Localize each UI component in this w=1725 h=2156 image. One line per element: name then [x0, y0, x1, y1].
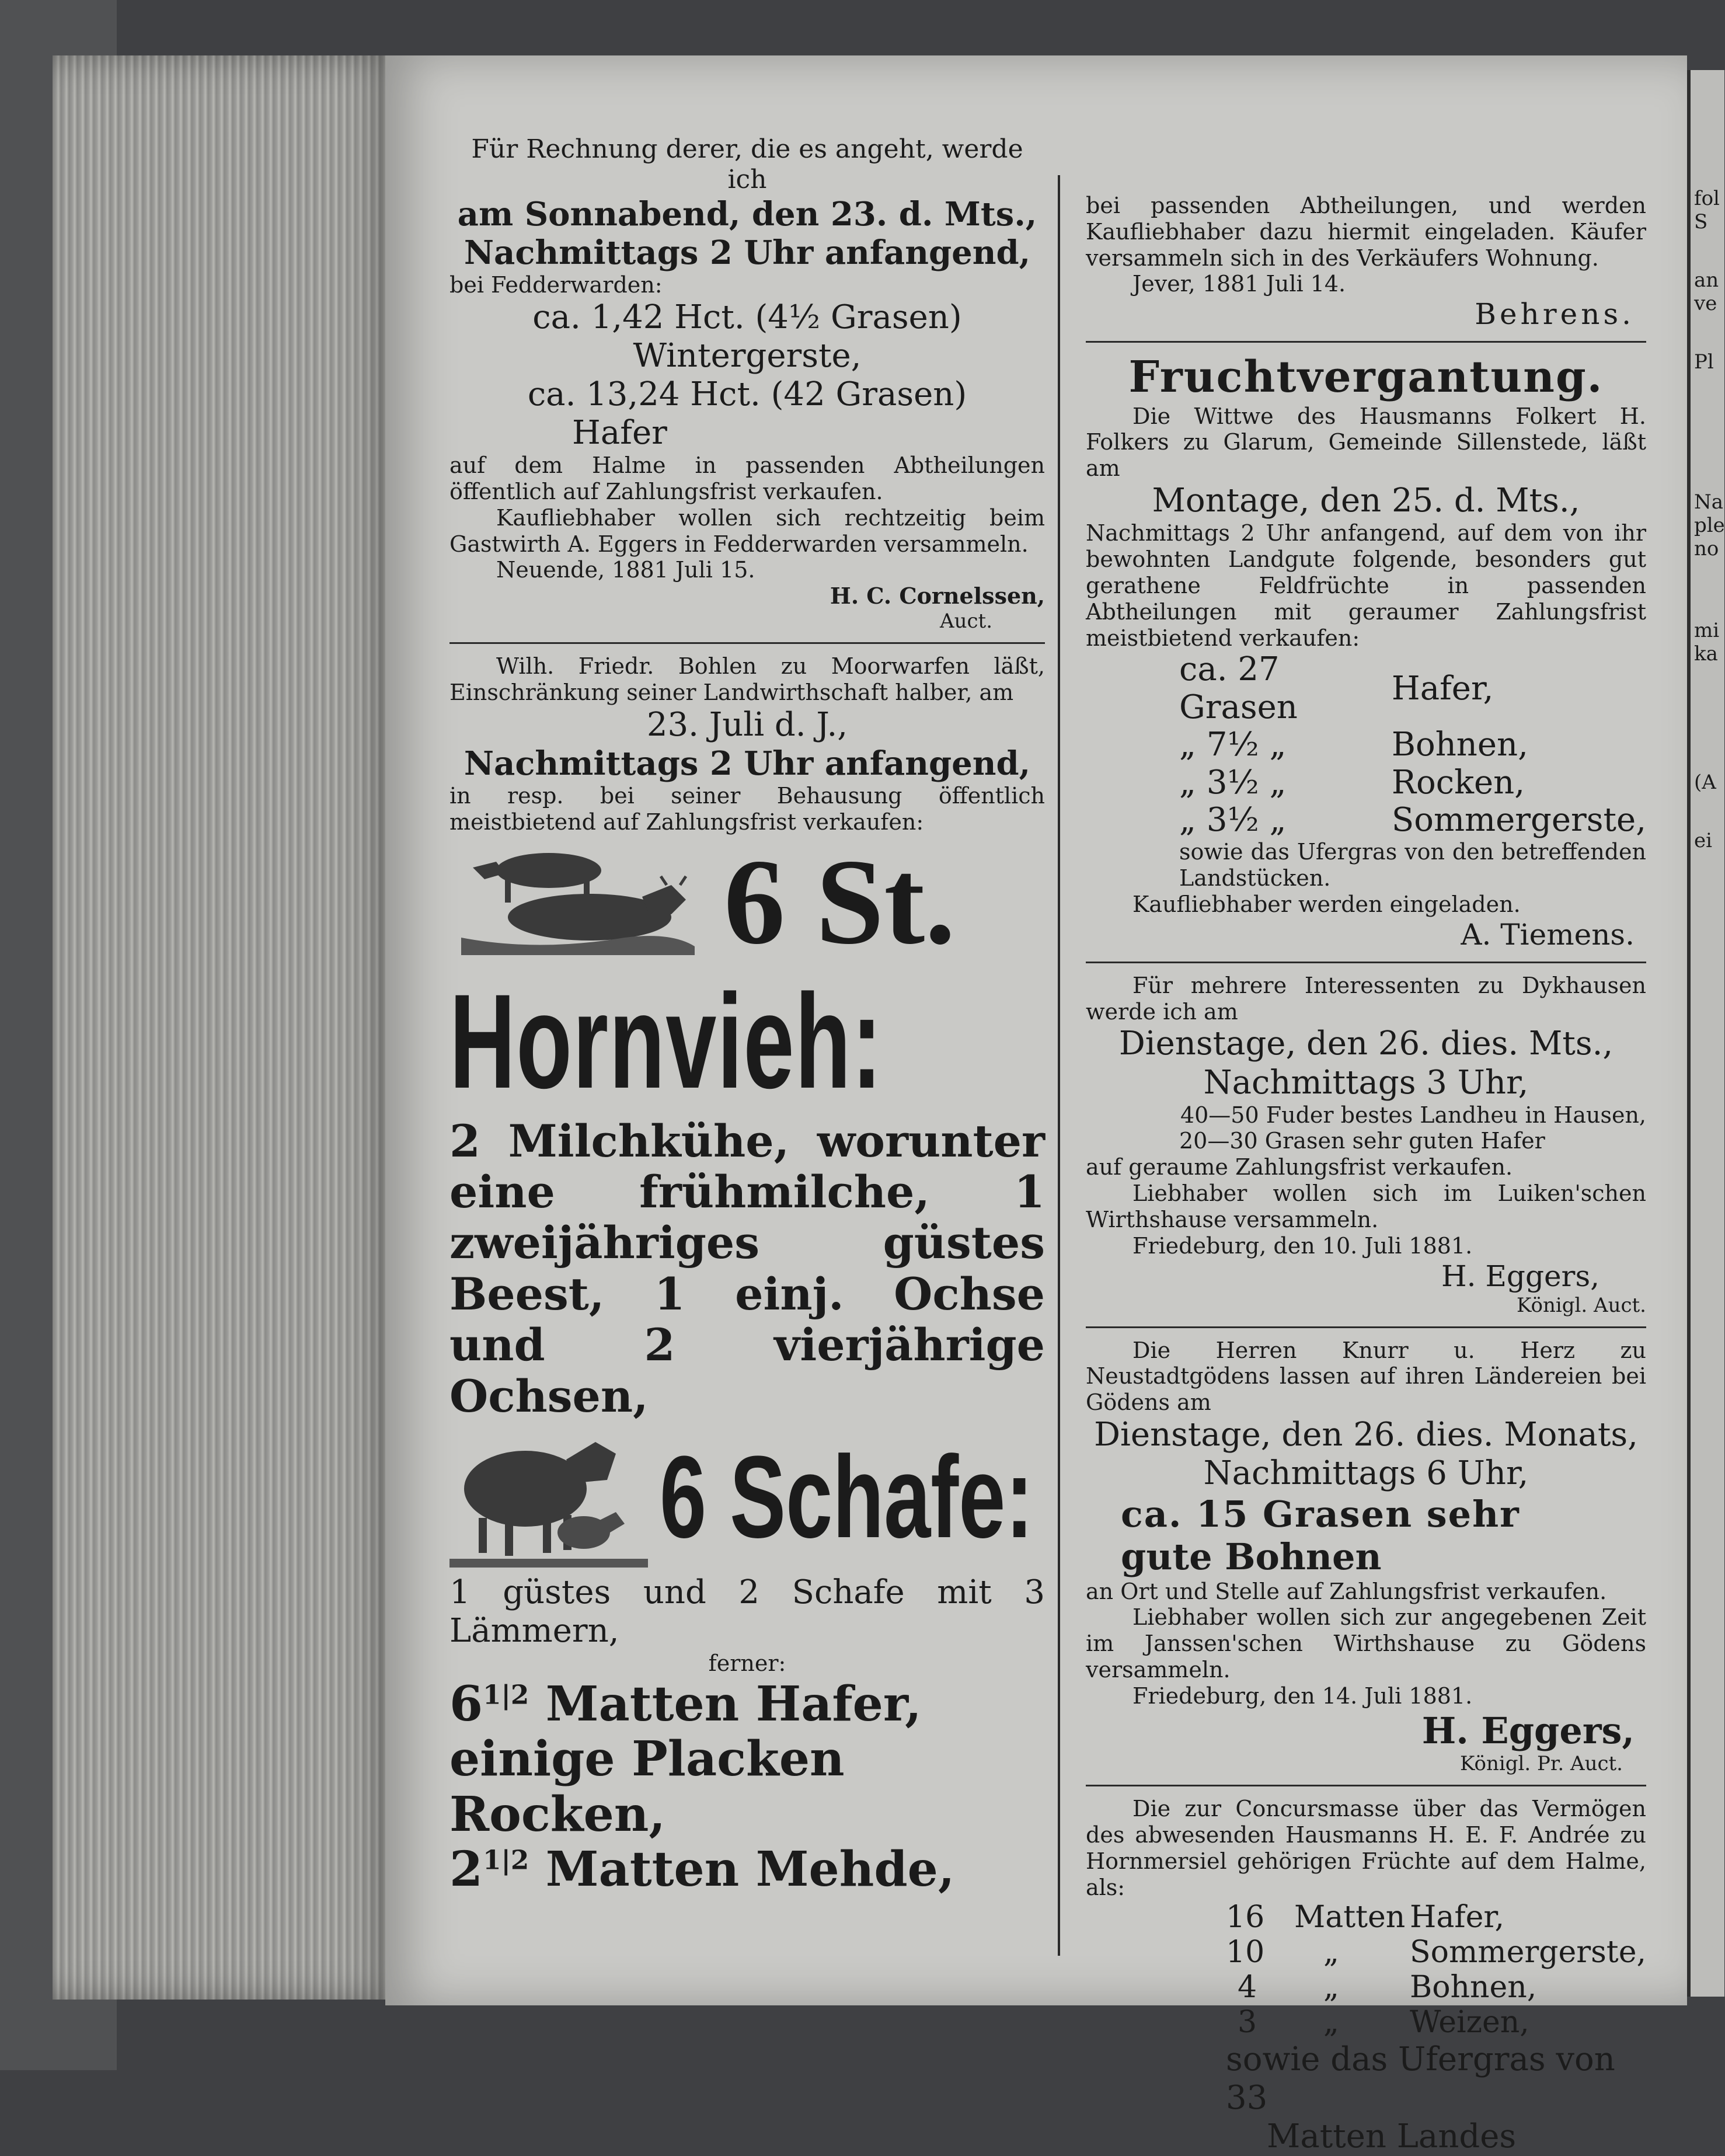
table-row [1086, 726, 1646, 764]
next-page-fragment: (A [1694, 771, 1716, 794]
next-page-fragment: ve [1694, 292, 1717, 315]
ferner-label: ferner: [708, 1650, 786, 1677]
ad-intro: Die zur Concursmasse über das Vermögen des abwesenden Hausmanns H. E. F. Andrée zu Hornmersiel gehörigen Früchte auf dem Halme, als: [1086, 1796, 1646, 1900]
crop-unit: „ [1323, 1935, 1339, 1970]
ad-concursmasse [1086, 1796, 1646, 2156]
crop-line [449, 1677, 1045, 1732]
ad-body: Nachmittags 2 Uhr anfangend, auf dem von ihr bewohnten Landgute folgende, besonders gut gerathene Feldfrüchte in passenden Abtheilungen mit geraumer Zahlungsfrist meistbietend verkaufen: [1086, 520, 1646, 651]
ad-body: bei passenden Abtheilungen, und werden Kaufliebhaber dazu hiermit eingeladen. Käufer versammeln sich in des Verkäufers Wohnung. [1086, 193, 1646, 271]
ad-separator [1086, 962, 1646, 963]
sheep-illustration-row [449, 1422, 1045, 1573]
crop-unit: „ [1323, 2004, 1339, 2040]
ad-item-name: Hafer [572, 414, 667, 452]
ad-dateline: Neuende, 1881 Juli 15. [496, 557, 755, 583]
ad-signature: Behrens. [1475, 297, 1635, 332]
crop-quantity: 10 [1226, 1935, 1265, 1970]
crop-quantity: 3 [1238, 2004, 1257, 2040]
crop-quantity: „ 3½ „ [1179, 800, 1287, 839]
crop-quantity: ca. 27 Grasen [1179, 650, 1298, 726]
next-page-fragment: mi [1694, 619, 1720, 642]
ad-signature: H. Eggers, [1441, 1259, 1599, 1293]
ad-time: Nachmittags 3 Uhr, [1203, 1063, 1529, 1102]
ad-body: Liebhaber wollen sich zur angegebenen Zeit im Janssen'schen Wirthshause zu Gödens versammeln. [1086, 1604, 1646, 1683]
next-page-fragment: ka [1694, 642, 1718, 666]
ad-signature-title: Auct. [940, 609, 992, 633]
crop-quantity: 16 [1226, 1900, 1265, 1935]
crop-unit: „ [1323, 1969, 1339, 2005]
ad-signature-title: Königl. Pr. Auct. [1460, 1751, 1623, 1775]
crop-quantity: „ 7½ „ [1179, 726, 1287, 764]
ad-separator [449, 642, 1045, 644]
crop-name: Bohnen, [1410, 1969, 1537, 2005]
next-page-edge [1687, 70, 1724, 1997]
sheep-woodcut-illustration [449, 1424, 648, 1570]
table-row [1086, 764, 1646, 802]
ad-signature: H. Eggers, [1421, 1709, 1635, 1752]
ad-date: Montage, den 25. d. Mts., [1152, 482, 1580, 520]
crop-unit: Matten [1294, 1900, 1406, 1935]
crop-line: einige Placken Rocken, [449, 1731, 845, 1842]
crop-line [449, 1842, 1045, 1897]
ad-time: Nachmittags 6 Uhr, [1203, 1454, 1529, 1493]
crop-quantity: 2 [449, 1841, 483, 1897]
ad-item: ca. 13,24 Hct. (42 Grasen) [527, 375, 967, 413]
ad-item: 40—50 Fuder bestes Landheu in Hausen, [1180, 1102, 1646, 1128]
ad-body: Kaufliebhaber wollen sich rechtzeitig beim Gastwirth A. Eggers in Fedderwarden versammeln. [449, 504, 1045, 557]
ad-date: 23. Juli d. J., [646, 705, 848, 744]
ad-separator [1086, 341, 1646, 343]
ad-time: Nachmittags 2 Uhr anfangend, [464, 744, 1031, 783]
cattle-illustration-row [449, 834, 1045, 970]
hornvieh-heading: Hornvieh: [449, 966, 883, 1116]
ad-item: 20—30 Grasen sehr guten Hafer [1179, 1128, 1545, 1154]
ad-body: in resp. bei seiner Behausung öffentlich meistbietend auf Zahlungsfrist verkaufen: [449, 783, 1045, 835]
ad-footer: sowie das Ufergras von den betreffenden Landstücken. [1179, 839, 1646, 891]
crop-table [1086, 651, 1646, 839]
ad-intro: Für mehrere Interessenten zu Dykhausen werde ich am [1086, 972, 1646, 1025]
ad-signature: H. C. Cornelssen, [830, 583, 1045, 609]
book-page-edges [53, 55, 397, 2000]
ad-footer: Matten Landes [1267, 2117, 1517, 2155]
column-divider [1058, 175, 1060, 1956]
crop-name: Hafer, [1391, 669, 1494, 708]
ad-signature: A. Tiemens. [1461, 917, 1635, 952]
ad-dykhausen [1086, 973, 1646, 1317]
ad-separator [1086, 1785, 1646, 1786]
ad-intro: Die Wittwe des Hausmanns Folkert H. Folkers zu Glarum, Gemeinde Sillenstede, läßt am [1086, 403, 1646, 482]
ad-intro: Die Herren Knurr u. Herz zu Neustadtgödens lassen auf ihren Ländereien bei Gödens am [1086, 1337, 1646, 1416]
ad-footer: sowie das Ufergras von 33 [1226, 2040, 1615, 2117]
crop-quantity: 4 [1238, 1969, 1257, 2005]
ad-intro: Für Rechnung derer, die es angeht, werde ich [471, 134, 1023, 194]
next-page-fragment: no [1694, 537, 1719, 560]
next-page-fragment: ple [1694, 514, 1725, 537]
crop-fraction: 1|2 [483, 1679, 529, 1711]
crop-name: Rocken, [1391, 763, 1525, 802]
ad-date: Dienstage, den 26. dies. Mts., [1118, 1025, 1614, 1063]
table-row [1086, 1900, 1646, 1935]
ad-signature-title: Königl. Auct. [1517, 1293, 1646, 1317]
crop-quantity: „ 3½ „ [1179, 763, 1287, 802]
cattle-woodcut-illustration [449, 844, 701, 961]
ad-dateline: Jever, 1881 Juli 14. [1132, 271, 1346, 297]
table-row [1086, 1970, 1646, 2005]
crop-name: Sommergerste, [1410, 1935, 1646, 1970]
next-page-fragment: an [1694, 269, 1719, 292]
left-column [449, 134, 1045, 1897]
ad-body: Liebhaber wollen sich im Luiken'schen Wirthshause versammeln. [1086, 1180, 1646, 1232]
sheep-description: 1 güstes und 2 Schafe mit 3 Lämmern, [449, 1573, 1045, 1650]
crop-quantity: 6 [449, 1676, 483, 1732]
table-row [1086, 2005, 1646, 2040]
table-row [1086, 651, 1646, 726]
ad-intro: Wilh. Friedr. Bohlen zu Moorwarfen läßt, Einschränkung seiner Landwirthschaft halber, am [449, 653, 1045, 706]
crop-name: Hafer, [1410, 1900, 1505, 1935]
ad-time: Nachmittags 2 Uhr anfangend, [464, 233, 1031, 272]
ad-place: bei Fedderwarden: [449, 271, 663, 298]
ad-dateline: Friedeburg, den 10. Juli 1881. [1132, 1232, 1473, 1259]
crop-name: Weizen, [1410, 2004, 1529, 2040]
next-page-fragment: ei [1694, 829, 1712, 852]
cattle-description: 2 Milchkühe, worunter eine frühmilche, 1 zweijähriges güstes Beest, 1 einj. Ochse und 2 vierjährige Ochsen, [449, 1114, 1045, 1422]
ad-goedens [1086, 1338, 1646, 1775]
ad-headline: ca. 15 Grasen sehr [1121, 1493, 1520, 1536]
hornvieh-heading-wrap [449, 964, 1045, 1116]
ad-body: an Ort und Stelle auf Zahlungsfrist verkaufen. [1086, 1578, 1607, 1604]
next-page-fragment: S [1694, 210, 1708, 234]
next-page-fragment: Pl [1694, 350, 1714, 374]
table-row [1086, 802, 1646, 839]
ad-date: Dienstage, den 26. dies. Monats, [1094, 1416, 1638, 1454]
right-column [1086, 193, 1646, 2156]
crop-table [1086, 1900, 1646, 2040]
ad-headline: gute Bohnen [1121, 1535, 1382, 1579]
ad-separator [1086, 1326, 1646, 1328]
cattle-count: 6 St. [724, 834, 956, 970]
ad-fruchtverganturg [1086, 352, 1646, 952]
ad-heading: Fruchtvergantung. [1128, 352, 1604, 403]
table-row [1086, 1935, 1646, 1970]
ad-dateline: Friedeburg, den 14. Juli 1881. [1132, 1683, 1473, 1709]
ad-item-name: Wintergerste, [633, 336, 862, 375]
crop-name: Matten Mehde, [545, 1841, 955, 1897]
crop-name: Sommergerste, [1391, 800, 1646, 839]
crop-fraction: 1|2 [483, 1844, 529, 1876]
next-page-fragment: fol [1694, 187, 1720, 210]
ad-cornelssen [449, 134, 1045, 633]
next-page-fragment: Na [1694, 490, 1724, 514]
crop-name: Bohnen, [1391, 726, 1528, 764]
ad-body: auf dem Halme in passenden Abtheilungen öffentlich auf Zahlungsfrist verkaufen. [449, 452, 1045, 504]
ad-date: am Sonnabend, den 23. d. Mts., [457, 194, 1037, 234]
ad-bohlen [449, 653, 1045, 1897]
ad-item: ca. 1,42 Hct. (4½ Grasen) [532, 298, 962, 336]
sheep-heading: 6 Schafe: [660, 1432, 1034, 1562]
crop-name: Matten Hafer, [545, 1676, 922, 1732]
ad-body: auf geraume Zahlungsfrist verkaufen. [1086, 1154, 1513, 1180]
ad-invite: Kaufliebhaber werden eingeladen. [1132, 891, 1521, 917]
ad-behrens-continued [1086, 193, 1646, 332]
